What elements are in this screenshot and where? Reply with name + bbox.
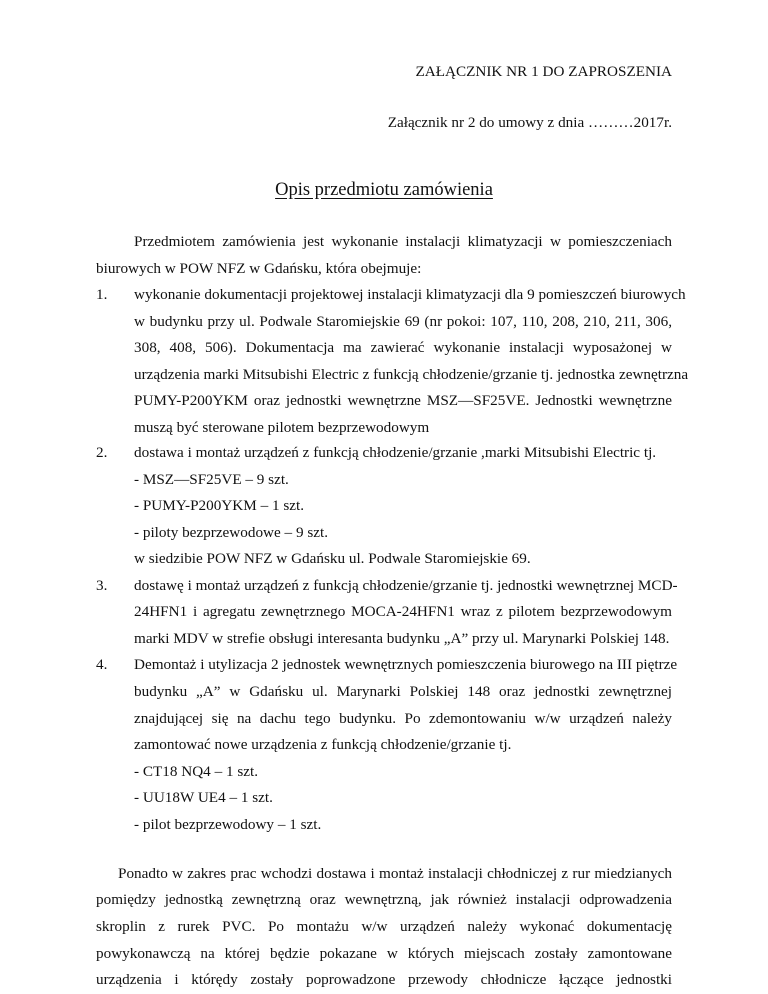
item-2-line: - MSZ—SF25VE – 9 szt. <box>134 470 289 488</box>
item-2-number: 2. <box>96 444 108 462</box>
item-4-line: - pilot bezprzewodowy – 1 szt. <box>134 815 322 833</box>
item-4-number: 4. <box>96 656 108 674</box>
item-2-line: - PUMY-P200YKM – 1 szt. <box>134 497 305 515</box>
item-3-number: 3. <box>96 576 108 594</box>
document-title: Opis przedmiotu zamówienia <box>275 180 493 200</box>
item-1-line: muszą być sterowane pilotem bezprzewodowym <box>134 418 430 436</box>
item-1-number: 1. <box>96 286 108 303</box>
item-4-line: zamontować nowe urządzenia z funkcją chłodzenie/grzanie tj. <box>134 736 512 753</box>
item-1-line: urządzenia marki Mitsubishi Electric z funkcją chłodzenie/grzanie tj. jednostka zewnętrzna <box>134 365 689 383</box>
closing-line-5: urządzenia i którędy zostały poprowadzone przewody chłodnicze łączące jednostki <box>96 971 672 988</box>
item-1-line: PUMY-P200YKM oraz jednostki wewnętrzne MSZ—SF25VE. Jednostki wewnętrzne <box>134 392 672 410</box>
item-1-line: w budynku przy ul. Podwale Staromiejskie 69 (nr pokoi: 107, 110, 208, 210, 211, 306, <box>134 312 672 330</box>
annex-title: ZAŁĄCZNIK NR 1 DO ZAPROSZENIA <box>415 63 672 80</box>
item-2-line: dostawa i montaż urządzeń z funkcją chłodzenie/grzanie ,marki Mitsubishi Electric tj. <box>134 444 657 462</box>
item-4-line: Demontaż i utylizacja 2 jednostek wewnętrznych pomieszczenia biurowego na III piętrze <box>134 656 678 674</box>
intro-line-1: Przedmiotem zamówienia jest wykonanie instalacji klimatyzacji w pomieszczeniach <box>134 233 672 250</box>
closing-line-3: skroplin z rurek PVC. Po montażu w/w urządzeń należy wykonać dokumentację <box>96 918 672 935</box>
item-4-line: budynku „A” w Gdańsku ul. Marynarki Polskiej 148 oraz jednostki zewnętrznej <box>134 682 672 700</box>
closing-line-1: Ponadto w zakres prac wchodzi dostawa i montaż instalacji chłodniczej z rur miedzianych <box>118 864 672 882</box>
item-1-line: 308, 408, 506). Dokumentacja ma zawierać wykonanie instalacji wyposażonej w <box>134 339 672 357</box>
item-4-line: - CT18 NQ4 – 1 szt. <box>134 762 259 780</box>
annex-contract-note: Załącznik nr 2 do umowy z dnia ………2017r. <box>387 114 672 131</box>
closing-line-2: pomiędzy jednostką zewnętrzną oraz wewnętrzną, jak również instalacji odprowadzenia <box>96 891 672 909</box>
closing-line-4: powykonawczą na której będzie pokazane w których miejscach zostały zamontowane <box>96 944 672 962</box>
item-2-line: w siedzibie POW NFZ w Gdańsku ul. Podwale Staromiejskie 69. <box>134 550 531 568</box>
item-2-line: - piloty bezprzewodowe – 9 szt. <box>134 523 329 541</box>
item-4-line: - UU18W UE4 – 1 szt. <box>134 789 273 806</box>
item-3-line: 24HFN1 i agregatu zewnętrznego MOCA-24HFN1 wraz z pilotem bezprzewodowym <box>134 603 672 621</box>
item-3-line: dostawę i montaż urządzeń z funkcją chłodzenie/grzanie tj. jednostki wewnętrznej MCD- <box>134 576 678 594</box>
item-4-line: znajdującej się na dachu tego budynku. Po zdemontowaniu w/w urządzeń należy <box>134 709 672 727</box>
item-1-line: wykonanie dokumentacji projektowej instalacji klimatyzacji dla 9 pomieszczeń biurowych <box>134 286 686 303</box>
intro-line-2: biurowych w POW NFZ w Gdańsku, która obejmuje: <box>96 259 422 277</box>
item-3-line: marki MDV w strefie obsługi interesanta budynku „A” przy ul. Marynarki Polskiej 148. <box>134 629 670 647</box>
